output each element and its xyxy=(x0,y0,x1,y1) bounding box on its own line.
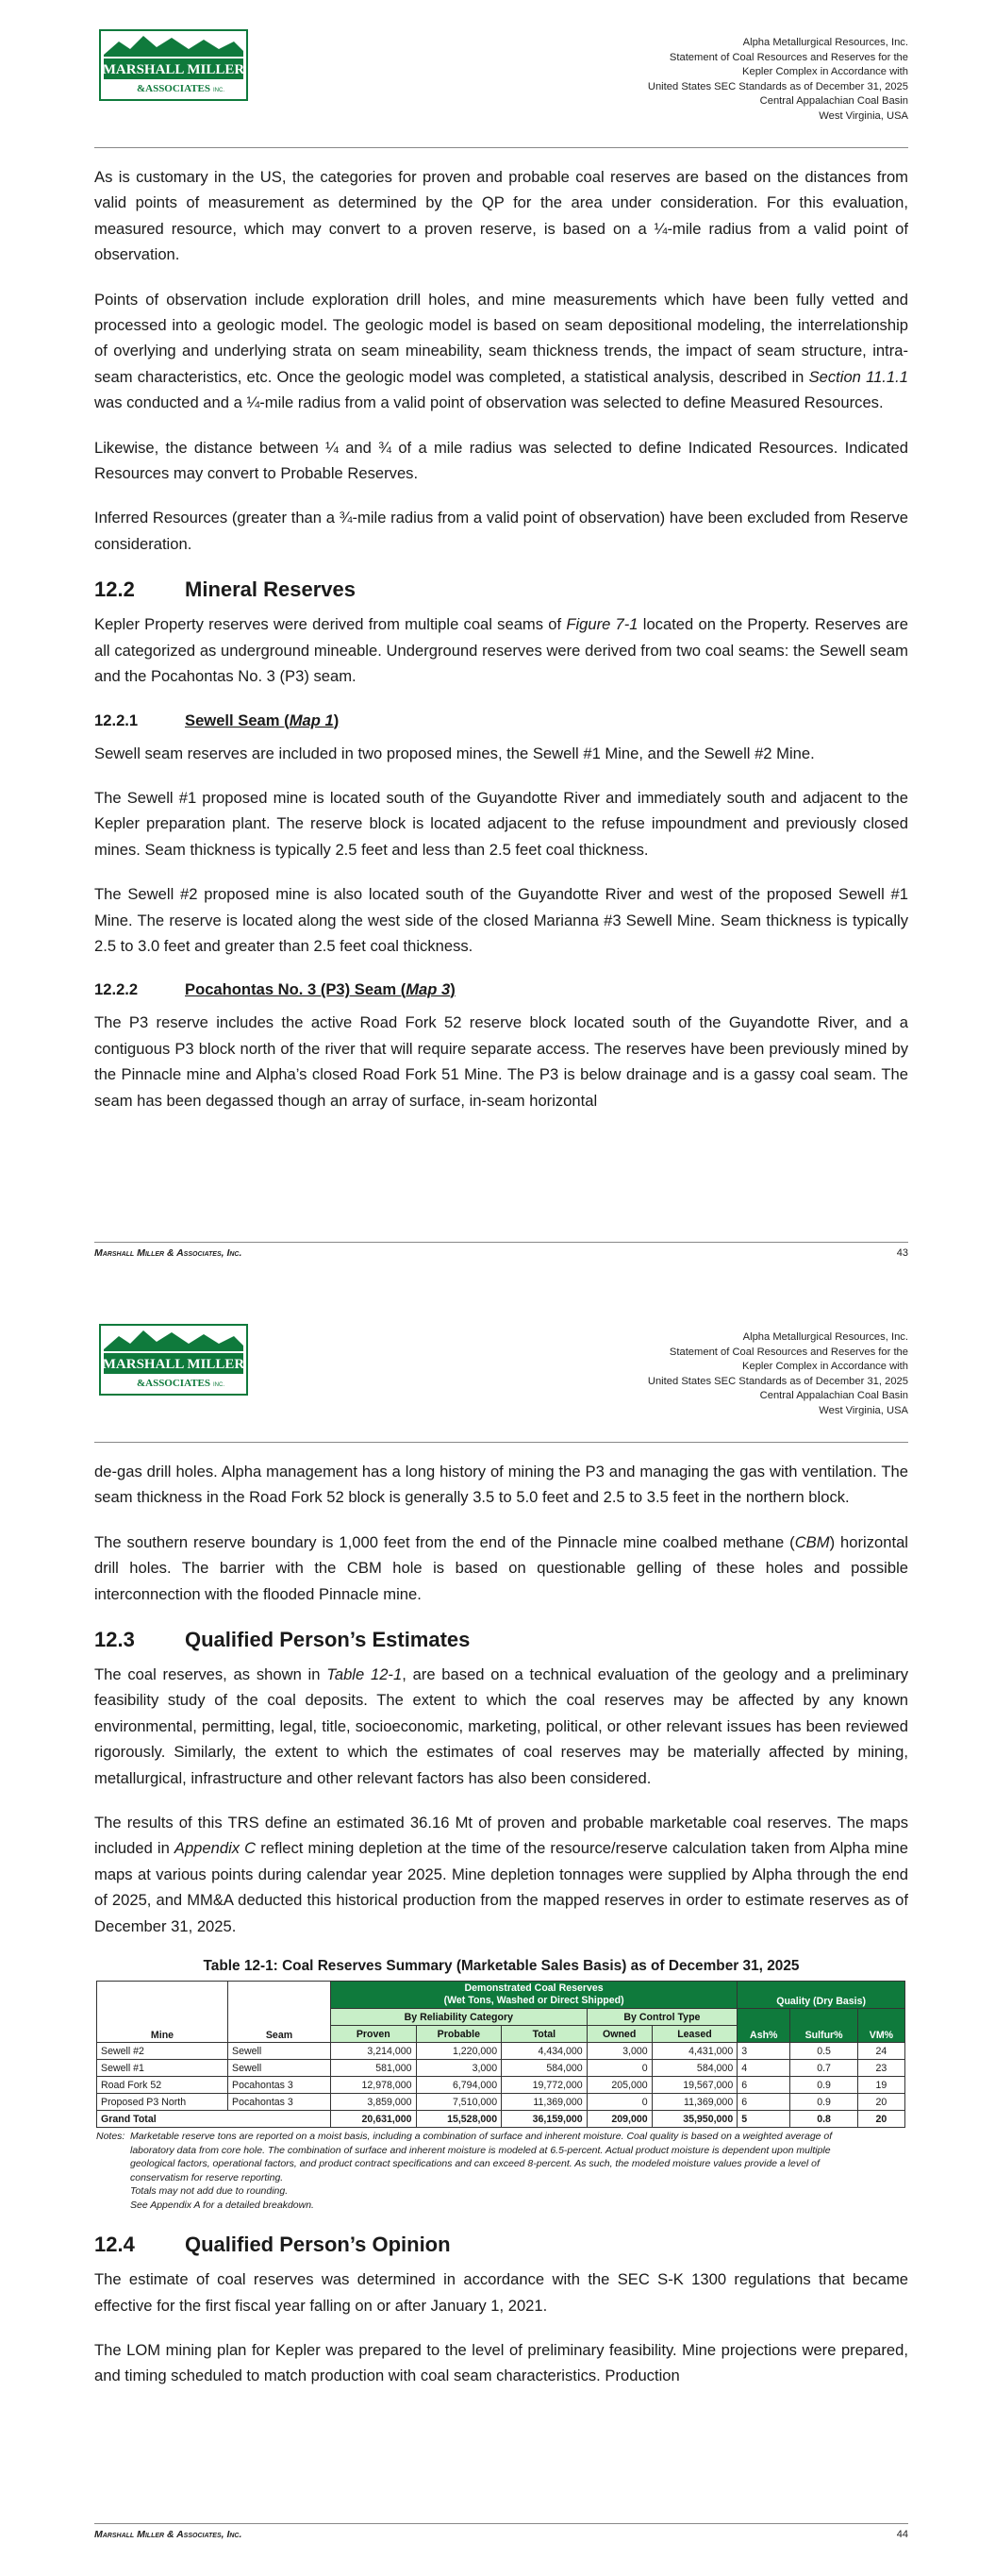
paragraph: The P3 reserve includes the active Road Fork 52 reserve block located south of the Guyandotte River, and a contiguous P3 block north of the river that will require separate access. The reserves have been previously mined by the Pinnacle mine and Alpha’s closed Road Fork 51 Mine. The P3 is below drainage and is a gassy coal seam. The seam has been degassed though an array of surface, in-seam horizontal xyxy=(94,1013,908,1110)
table-caption: Table 12-1: Coal Reserves Summary (Marketable Sales Basis) as of December 31, 2025 xyxy=(203,1958,800,1975)
header-line3: Kepler Complex in Accordance with xyxy=(742,1361,908,1373)
paragraph: The southern reserve boundary is 1,000 feet from the end of the Pinnacle mine coalbed methane (CBM) horizontal drill holes. The barrier with the CBM hole is based on questionable gelling of these holes and possible interconnection with the flooded Pinnacle mine. xyxy=(94,1532,908,1603)
col-proven: Proven xyxy=(331,2026,417,2043)
report-header xyxy=(648,36,908,125)
page-number: 43 xyxy=(896,1247,908,1259)
header-line6: West Virginia, USA xyxy=(819,1404,908,1416)
col-probable: Probable xyxy=(416,2026,502,2043)
header-line2: Statement of Coal Resources and Reserves for the xyxy=(669,51,908,63)
page-43-body xyxy=(94,164,908,1132)
svg-text:&ASSOCIATES: &ASSOCIATES xyxy=(136,1378,211,1389)
header-rule xyxy=(94,1442,908,1443)
header-line2: Statement of Coal Resources and Reserves for the xyxy=(669,1346,908,1358)
table-notes: Notes: Marketable reserve tons are reported on a moist basis, including a combination of surface and inherent moisture. Coal quality is based on a weighted average of laboratory data from core hole. The combination of surface and inherent moisture is modeled at 6.5-percent. Actual product moisture is dependent upon multiple geological factors, operational factors, and product contract specifications and can exceed 8-percent. As such, the modeled moisture values provide a level of conservatism for reserve reporting. Totals may not add due to rounding. See Appendix A for a detailed breakdown. xyxy=(96,2131,833,2211)
page-number: 44 xyxy=(896,2529,908,2540)
paragraph: The LOM mining plan for Kepler was prepared to the level of preliminary feasibility. Mine projections were prepared, and timing scheduled to match production with coal seam characteristics. Production xyxy=(94,2340,908,2385)
header-line5: Central Appalachian Coal Basin xyxy=(759,95,908,108)
svg-text:&ASSOCIATES: &ASSOCIATES xyxy=(136,83,211,94)
svg-text:MARSHALL MILLER: MARSHALL MILLER xyxy=(102,62,245,77)
paragraph: Kepler Property reserves were derived from multiple coal seams of Figure 7-1 located on the Property. Reserves are all categorized as underground mineable. Underground reserves were derived from two coal seams: the Sewell seam and the Pocahontas No. 3 (P3) seam. xyxy=(94,615,908,686)
paragraph: The coal reserves, as shown in Table 12-1, are based on a technical evaluation of the geology and a preliminary feasibility study of the coal deposits. The extent to which the coal reserves may be affected by any known environmental, permitting, legal, title, socioeconomic, marketing, political, or other relevant issues has been reviewed rigorously. Similarly, the extent to which the estimates of coal reserves may be materially affected by mining, metallurgical, infrastructure and other relevant factors has also been considered. xyxy=(94,1665,909,1787)
page-44-body xyxy=(94,1459,908,2408)
footer-firm: Marshall Miller & Associates, Inc. xyxy=(94,2529,242,2540)
header-line4: United States SEC Standards as of December 31, 2025 xyxy=(647,1375,908,1387)
header-company: Alpha Metallurgical Resources, Inc. xyxy=(742,37,908,48)
col-owned: Owned xyxy=(587,2026,652,2043)
company-logo xyxy=(98,1323,249,1397)
paragraph: The estimate of coal reserves was determined in accordance with the SEC S-K 1300 regulations that became effective for the first fiscal year falling on or after January 1, 2021. xyxy=(94,2270,908,2315)
svg-text:INC.: INC. xyxy=(213,1382,224,1388)
svg-text:MARSHALL MILLER: MARSHALL MILLER xyxy=(102,1357,245,1372)
paragraph: Points of observation include exploration drill holes, and mine measurements which have been fully vetted and processed into a geologic model. The geologic model is based on seam depositional modeling, the interrelationship of overlying and underlying strata on seam mineability, seam thickness trends, the impact of seam structure, intra-seam characteristics, etc. Once the geologic model was completed, a statistical analysis, described in Section 11.1.1 was conducted and a ¼-mile radius from a valid point of observation was selected to define Measured Resources. xyxy=(94,290,908,412)
section-heading-12-3: 12.3 Qualified Person’s Estimates xyxy=(94,1628,471,1652)
subsection-heading-12-2-1: 12.2.1 Sewell Seam (Map 1) xyxy=(94,711,340,729)
paragraph: As is customary in the US, the categories for proven and probable coal reserves are based on the distances from valid points of measurement as determined by the QP for the area under consideration. For this evaluation, measured resource, which may convert to a proven reserve, is based on a ¼-mile radius from a valid point of observation. xyxy=(94,168,908,264)
footer-rule xyxy=(94,2523,908,2524)
reliability-header: By Reliability Category xyxy=(331,2009,588,2026)
paragraph: The Sewell #1 proposed mine is located south of the Guyandotte River and immediately south and adjacent to the Kepler preparation plant. The reserve block is located adjacent to the refuse impoundment and previously closed mines. Seam thickness is typically 2.5 feet and less than 2.5 feet coal thickness. xyxy=(94,788,908,859)
paragraph: de-gas drill holes. Alpha management has a long history of mining the P3 and managing the gas with ventilation. The seam thickness in the Road Fork 52 block is generally 3.5 to 5.0 feet and 2.5 to 3.5 feet in the northern block. xyxy=(94,1463,908,1507)
header-company: Alpha Metallurgical Resources, Inc. xyxy=(742,1331,908,1343)
report-header xyxy=(648,1330,908,1419)
page-44 xyxy=(0,1295,995,2576)
section-heading-12-2: 12.2 Mineral Reserves xyxy=(94,577,356,602)
paragraph: The results of this TRS define an estimated 36.16 Mt of proven and probable marketable coal reserves. The maps included in Appendix C reflect mining depletion at the time of the resource/reserve calculation taken from Alpha mine maps at various points during calendar year 2025. Mine depletion tonnages were supplied by Alpha through the end of 2025, and MM&A deducted this historical production from the mapped reserves in order to estimate reserves as of December 31, 2025. xyxy=(94,1814,909,1935)
subsection-heading-12-2-2: 12.2.2 Pocahontas No. 3 (P3) Seam (Map 3) xyxy=(94,980,456,999)
table-row: Proposed P3 North Pocahontas 3 3,859,000 7,510,000 11,369,000 0 11,369,000 6 0.9 20 xyxy=(97,2094,905,2111)
paragraph: Likewise, the distance between ¼ and ¾ of a mile radius was selected to define Indicated Resources. Indicated Resources may convert to Probable Reserves. xyxy=(94,438,908,483)
col-sulfur: Sulfur% xyxy=(790,2009,858,2043)
header-line6: West Virginia, USA xyxy=(819,109,908,122)
header-rule xyxy=(94,147,908,148)
header-line3: Kepler Complex in Accordance with xyxy=(742,66,908,78)
table-row: Road Fork 52 Pocahontas 3 12,978,000 6,794,000 19,772,000 205,000 19,567,000 6 0.9 19 xyxy=(97,2077,905,2094)
quality-header: Quality (Dry Basis) xyxy=(738,1982,905,2009)
col-vm: VM% xyxy=(857,2009,904,2043)
table-row: Sewell #2 Sewell 3,214,000 1,220,000 4,434,000 3,000 4,431,000 3 0.5 24 xyxy=(97,2043,905,2060)
group-header: Demonstrated Coal Reserves (Wet Tons, Washed or Direct Shipped) xyxy=(331,1982,738,2009)
control-header: By Control Type xyxy=(587,2009,738,2026)
header-line5: Central Appalachian Coal Basin xyxy=(759,1390,908,1402)
svg-text:INC.: INC. xyxy=(213,88,224,93)
col-total: Total xyxy=(502,2026,588,2043)
section-heading-12-4: 12.4 Qualified Person’s Opinion xyxy=(94,2233,451,2257)
col-ash: Ash% xyxy=(738,2009,790,2043)
paragraph: Inferred Resources (greater than a ¾-mile radius from a valid point of observation) have been excluded from Reserve consideration. xyxy=(94,509,908,553)
table-row: Sewell #1 Sewell 581,000 3,000 584,000 0 584,000 4 0.7 23 xyxy=(97,2060,905,2077)
header-line4: United States SEC Standards as of December 31, 2025 xyxy=(647,80,908,92)
col-mine: Mine xyxy=(97,1982,228,2043)
footer-rule xyxy=(94,1242,908,1243)
company-logo xyxy=(98,28,249,102)
table-total-row: Grand Total 20,631,000 15,528,000 36,159,000 209,000 35,950,000 5 0.8 20 xyxy=(97,2111,905,2128)
col-leased: Leased xyxy=(652,2026,738,2043)
footer-firm: Marshall Miller & Associates, Inc. xyxy=(94,1247,242,1259)
coal-reserves-table xyxy=(96,1981,905,2128)
paragraph: Sewell seam reserves are included in two proposed mines, the Sewell #1 Mine, and the Sewell #2 Mine. xyxy=(94,744,815,762)
col-seam: Seam xyxy=(228,1982,331,2043)
paragraph: The Sewell #2 proposed mine is also located south of the Guyandotte River and west of the proposed Sewell #1 Mine. The reserve is located along the west side of the closed Marianna #3 Sewell Mine. Seam thickness is typically 2.5 to 3.0 feet and greater than 2.5 feet coal thickness. xyxy=(94,885,908,955)
